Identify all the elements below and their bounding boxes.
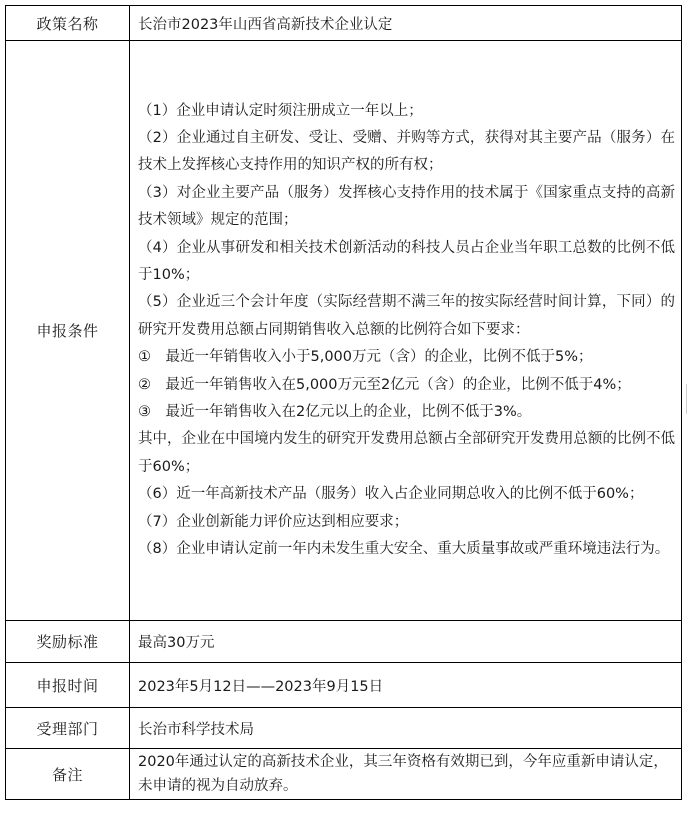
note-text: 2020年通过认定的高新技术企业，其三年资格有效期已到，今年应重新申请认定，未申请的视为自动放弃。 [138, 754, 668, 794]
value-period: 2023年5月12日——2023年9月15日 [130, 663, 682, 708]
value-policy-name: 长治市2023年山西省高新技术企业认定 [130, 6, 682, 41]
row-conditions [6, 41, 682, 621]
condition-item: 其中，企业在中国境内发生的研究开发费用总额占全部研究开发费用总额的比例不低于60%； [138, 431, 675, 475]
condition-subitem: ③ 最近一年销售收入在2亿元以上的企业，比例不低于3%。 [138, 404, 532, 421]
row-department [6, 708, 682, 749]
value-conditions [130, 41, 682, 621]
condition-subitem: ② 最近一年销售收入在5,000万元至2亿元（含）的企业，比例不低于4%； [138, 376, 631, 393]
label-policy-name: 政策名称 [6, 6, 130, 41]
value-department: 长治市科学技术局 [130, 708, 682, 749]
condition-item: （6）近一年高新技术产品（服务）收入占企业同期总收入的比例不低于60%； [138, 486, 644, 503]
label-department: 受理部门 [6, 708, 130, 749]
row-reward [6, 621, 682, 663]
condition-item: （4）企业从事研发和相关技术创新活动的科技人员占企业当年职工总数的比例不低于10%； [138, 239, 675, 283]
condition-item: （2）企业通过自主研发、受让、受赠、并购等方式，获得对其主要产品（服务）在技术上发挥核心支持作用的知识产权的所有权； [138, 129, 675, 174]
conditions-list [138, 98, 675, 564]
page-edge-marker [686, 384, 690, 414]
policy-table [5, 5, 682, 800]
value-note [130, 749, 682, 800]
row-policy-name [6, 6, 682, 41]
label-note: 备注 [6, 749, 130, 800]
condition-item: （3）对企业主要产品（服务）发挥核心支持作用的技术属于《国家重点支持的高新技术领域》规定的范围； [138, 184, 675, 229]
label-conditions: 申报条件 [6, 41, 130, 621]
label-period: 申报时间 [6, 663, 130, 708]
condition-item: （8）企业申请认定前一年内未发生重大安全、重大质量事故或严重环境违法行为。 [138, 541, 670, 558]
value-reward: 最高30万元 [130, 621, 682, 663]
condition-subitem: ① 最近一年销售收入小于5,000万元（含）的企业，比例不低于5%； [138, 349, 593, 366]
condition-item: （5）企业近三个会计年度（实际经营期不满三年的按实际经营时间计算，下同）的研究开发费用总额占同期销售收入总额的比例符合如下要求： [138, 294, 675, 338]
row-note [6, 749, 682, 800]
condition-item: （7）企业创新能力评价应达到相应要求； [138, 513, 409, 530]
label-reward: 奖励标准 [6, 621, 130, 663]
row-period [6, 663, 682, 708]
condition-item: （1）企业申请认定时须注册成立一年以上； [138, 102, 423, 119]
